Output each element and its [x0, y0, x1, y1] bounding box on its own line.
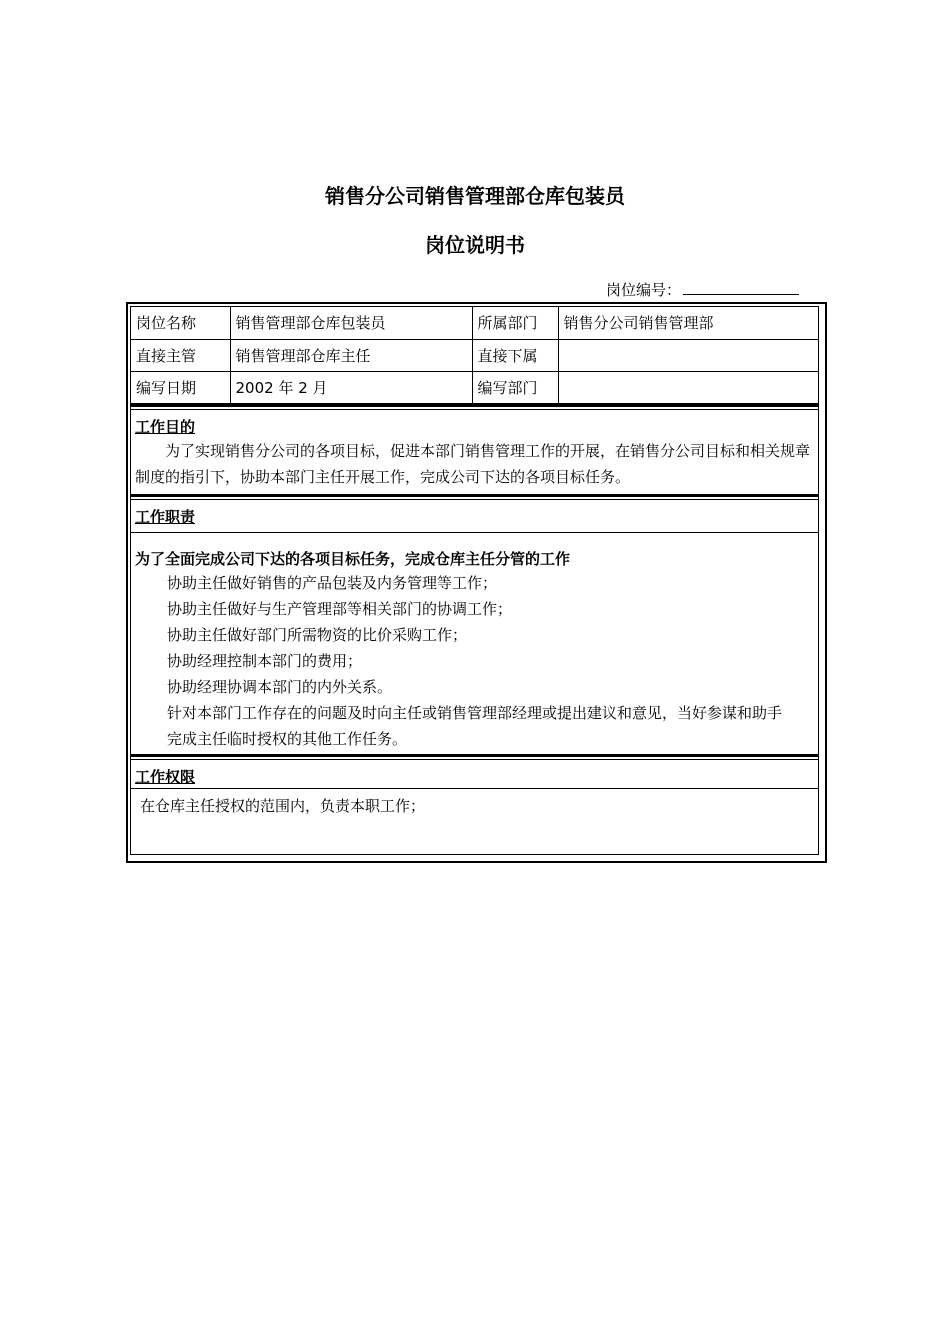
- label-cell: 直接主管: [131, 339, 230, 371]
- purpose-heading: 工作目的: [135, 417, 196, 436]
- document-title: 销售分公司销售管理部仓库包装员: [325, 184, 625, 208]
- job-description-body: [130, 306, 819, 855]
- authority-text: 在仓库主任授权的范围内，负责本职工作；: [140, 796, 426, 815]
- section-divider: [131, 494, 818, 497]
- section-divider: [131, 754, 818, 757]
- value-cell: 销售分公司销售管理部: [558, 307, 818, 339]
- duty-text: 完成主任临时授权的其他工作任务。: [167, 729, 408, 748]
- duties-intro: 为了全面完成公司下达的各项目标任务，完成仓库主任分管的工作: [135, 549, 571, 568]
- document-subtitle: 岗位说明书: [425, 233, 525, 257]
- value-cell: 销售管理部仓库包装员: [230, 307, 472, 339]
- duties-list: [131, 570, 818, 752]
- authority-heading: 工作权限: [135, 767, 196, 786]
- duty-text: 针对本部门工作存在的问题及时向主任或销售管理部经理或提出建议和意见，当好参谋和助手: [167, 703, 783, 722]
- label-cell: 编写部门: [472, 371, 558, 403]
- info-table: [131, 307, 818, 404]
- list-item: [131, 570, 818, 596]
- list-item: [131, 674, 818, 700]
- table-row: [131, 307, 818, 339]
- duty-text: 协助主任做好与生产管理部等相关部门的协调工作；: [167, 599, 513, 618]
- duties-heading: 工作职责: [135, 507, 196, 526]
- position-number-label: 岗位编号：: [606, 281, 682, 299]
- table-row: [131, 339, 818, 371]
- label-cell: 岗位名称: [131, 307, 230, 339]
- duty-text: 协助经理协调本部门的内外关系。: [167, 677, 393, 696]
- section-divider: [131, 404, 818, 407]
- duty-text: 协助主任做好销售的产品包装及内务管理等工作；: [167, 573, 498, 592]
- position-number: [606, 279, 799, 300]
- list-item: [131, 648, 818, 674]
- purpose-text: 为了实现销售分公司的各项目标，促进本部门销售管理工作的开展，在销售分公司目标和相关规章制度的指引下，协助本部门主任开展工作，完成公司下达的各项目标任务。: [135, 441, 811, 486]
- job-description-frame: [126, 302, 827, 863]
- value-cell: [558, 371, 818, 403]
- value-cell: [558, 339, 818, 371]
- label-cell: 直接下属: [472, 339, 558, 371]
- value-cell: 2002 年 2 月: [230, 371, 472, 403]
- label-cell: 所属部门: [472, 307, 558, 339]
- list-item: [131, 622, 818, 648]
- list-item: [131, 596, 818, 622]
- label-cell: 编写日期: [131, 371, 230, 403]
- duty-text: 协助经理控制本部门的费用；: [167, 651, 363, 670]
- value-cell: 销售管理部仓库主任: [230, 339, 472, 371]
- position-number-blank: [683, 280, 799, 295]
- duty-text: 协助主任做好部门所需物资的比价采购工作；: [167, 625, 468, 644]
- table-row: [131, 371, 818, 403]
- list-item: [131, 726, 818, 752]
- list-item: [131, 700, 818, 726]
